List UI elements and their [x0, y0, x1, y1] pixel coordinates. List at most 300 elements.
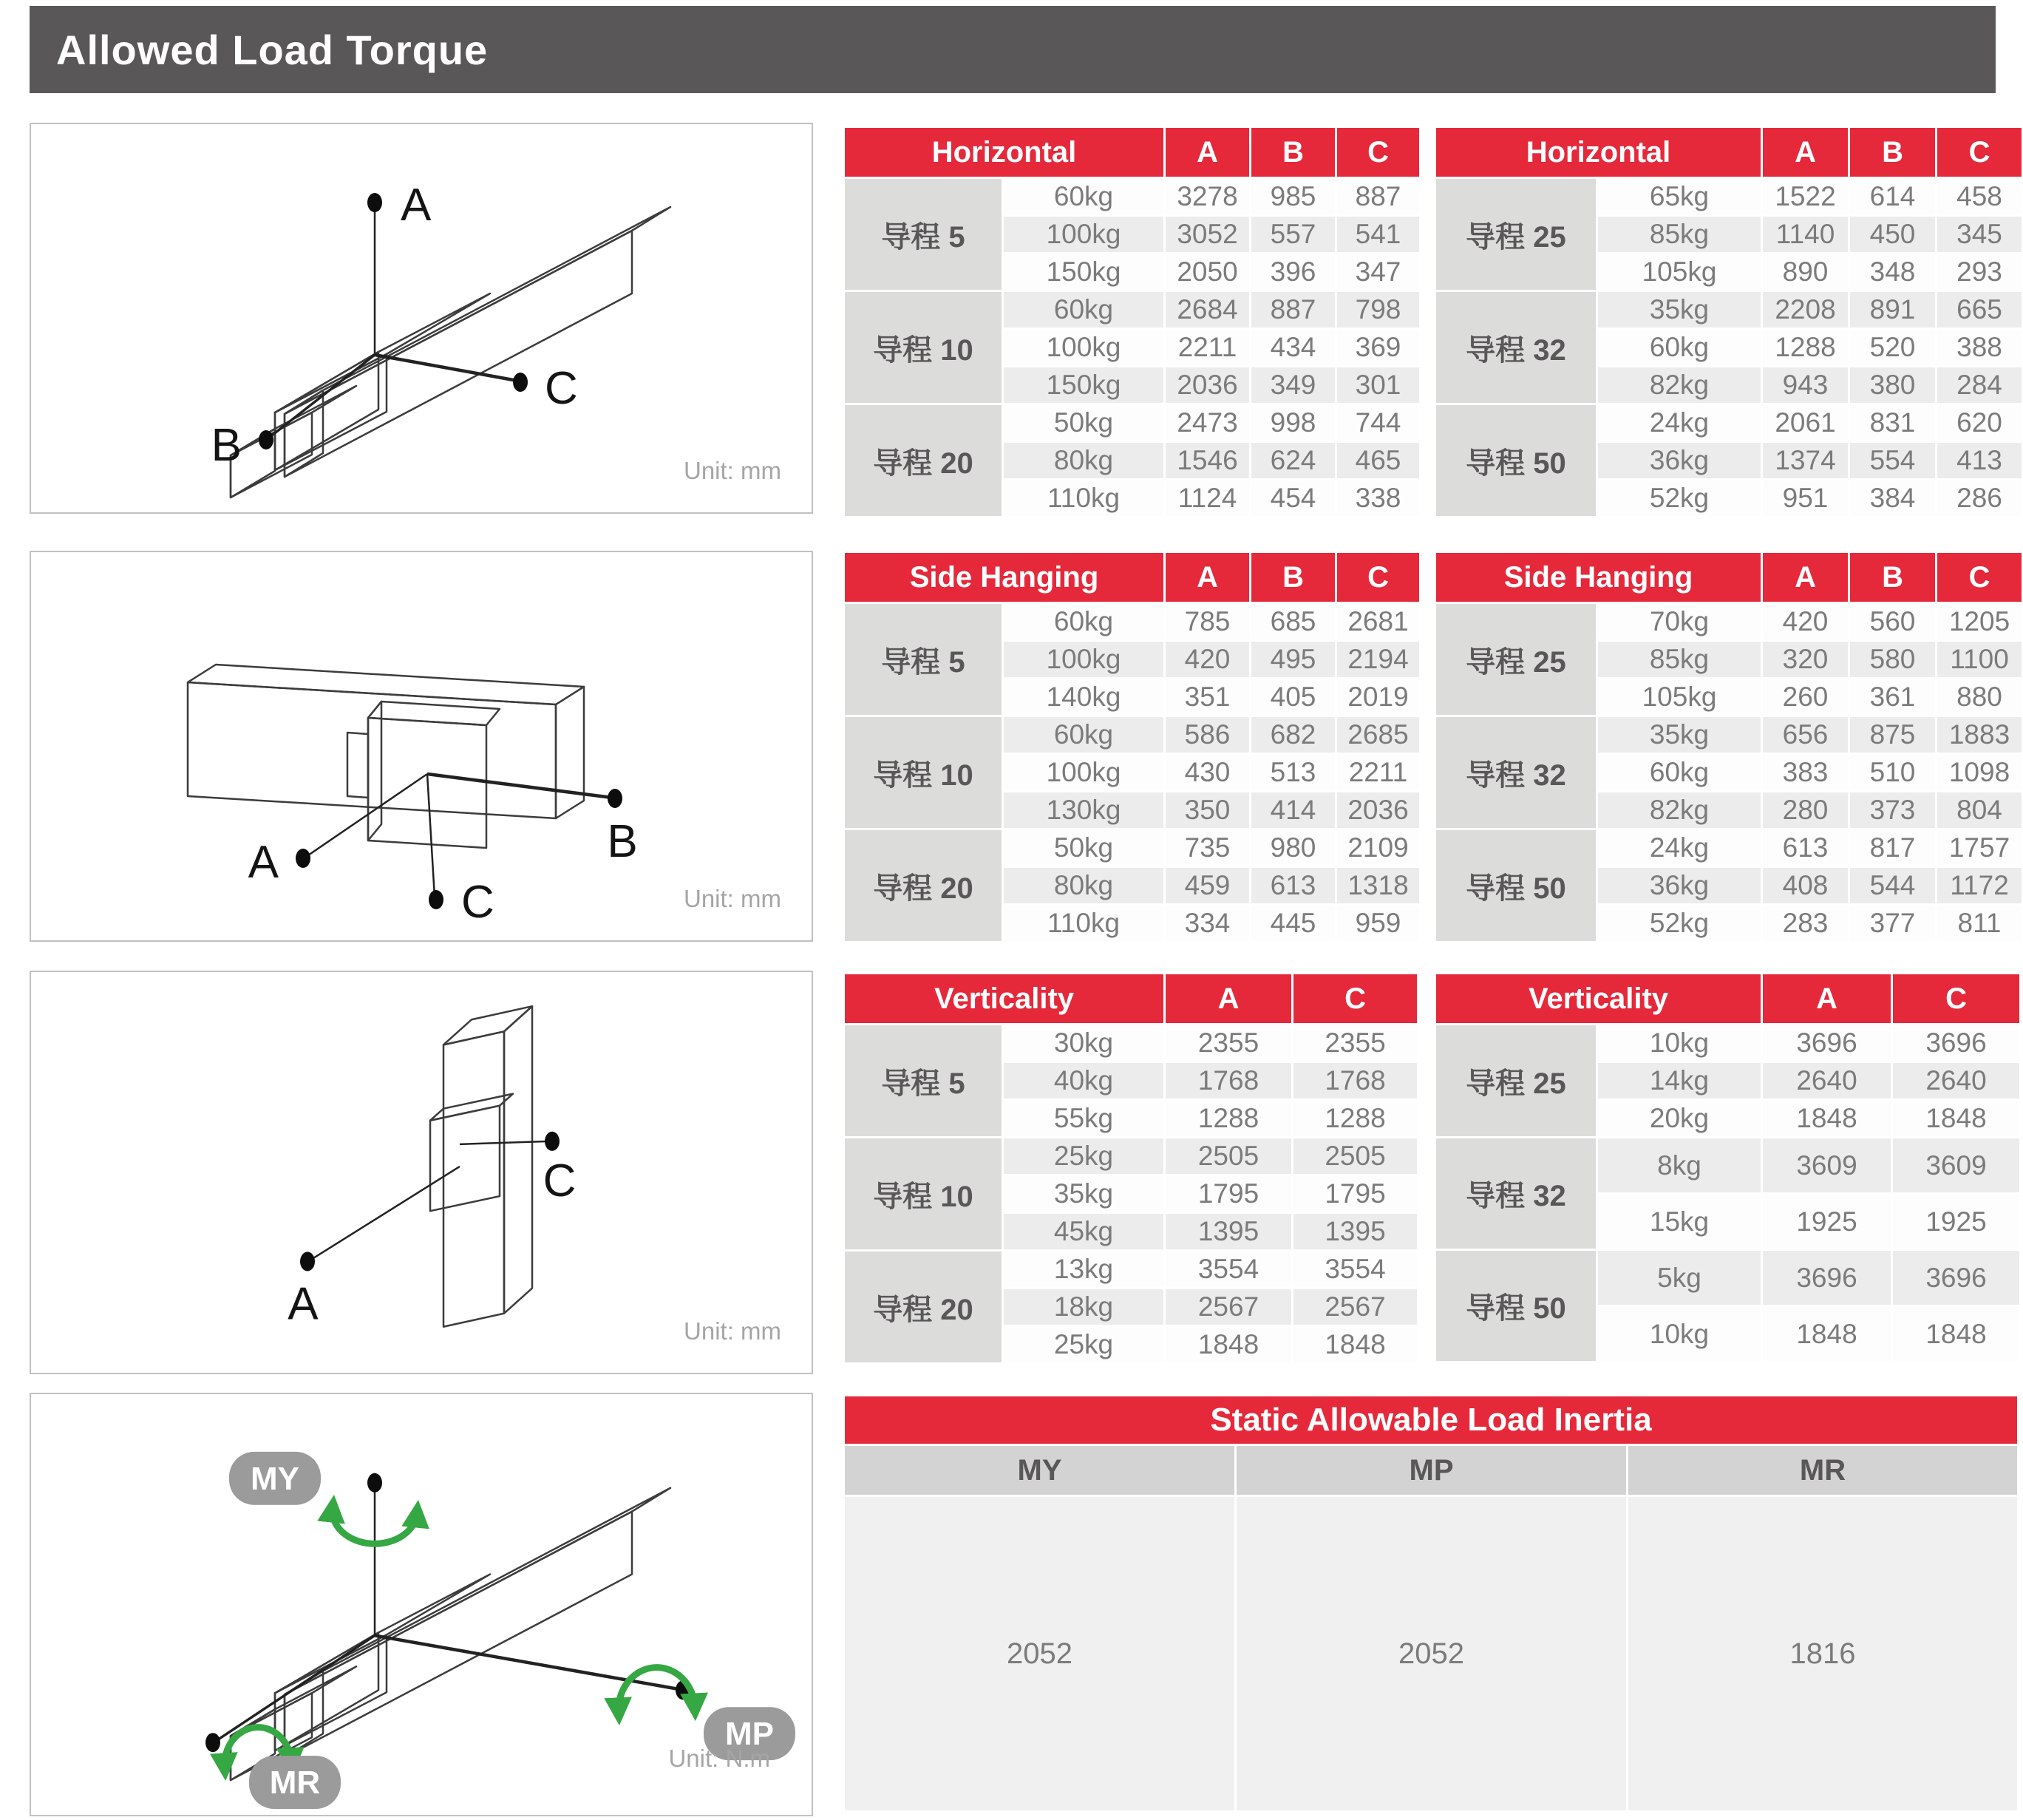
header-row — [1436, 553, 2022, 602]
lead-group-label: 导程 5 — [845, 179, 1002, 290]
value-cell: 943 — [1763, 367, 1848, 403]
value-cell: 260 — [1763, 679, 1848, 715]
load-cell: 80kg — [1004, 868, 1163, 903]
value-cell: 338 — [1337, 481, 1419, 516]
value-cell: 891 — [1850, 292, 1935, 327]
value-cell: 3052 — [1166, 217, 1249, 252]
lead-group-label: 导程 50 — [1436, 405, 1596, 516]
value-cell: 685 — [1251, 604, 1335, 639]
value-cell: 1546 — [1166, 443, 1249, 478]
rail-carriage-wireframe — [231, 1488, 670, 1780]
value-cell: 1318 — [1337, 868, 1419, 903]
load-cell: 100kg — [1004, 330, 1163, 365]
value-cell: 377 — [1850, 906, 1935, 941]
column-header-a: A — [1763, 128, 1848, 177]
load-cell: 35kg — [1598, 292, 1761, 327]
value-cell: 369 — [1337, 330, 1419, 365]
header-row — [845, 553, 1419, 602]
value-cell: 3554 — [1166, 1252, 1291, 1287]
value-cell: 2208 — [1763, 292, 1848, 327]
table-title: Horizontal — [1436, 128, 1761, 177]
axis-c-label: C — [461, 877, 494, 928]
load-cell: 82kg — [1598, 367, 1761, 403]
value-cell-mp: 2052 — [1237, 1497, 1626, 1810]
rail-carriage-wireframe — [188, 665, 584, 848]
value-cell: 3696 — [1893, 1251, 2019, 1305]
value-cell: 682 — [1251, 717, 1335, 753]
table-row — [1436, 405, 2022, 441]
load-cell: 60kg — [1004, 717, 1163, 753]
table-row — [1436, 1251, 2019, 1305]
value-cell: 1205 — [1937, 604, 2022, 639]
verticality-diagram-drawing — [31, 972, 812, 1373]
load-cell: 85kg — [1598, 642, 1761, 677]
lead-group-label: 导程 10 — [845, 717, 1002, 828]
value-cell: 383 — [1763, 755, 1848, 790]
load-cell: 110kg — [1004, 481, 1163, 516]
value-cell: 744 — [1337, 405, 1419, 441]
value-cell: 557 — [1251, 217, 1335, 252]
value-cell: 614 — [1850, 179, 1935, 214]
unit-label: Unit: mm — [684, 457, 781, 484]
value-cell: 2109 — [1337, 830, 1419, 866]
roll-axis-dot — [205, 1733, 220, 1752]
load-cell: 130kg — [1004, 792, 1163, 828]
horizontal-table-left — [843, 126, 1421, 518]
unit-label: Unit: N.m — [668, 1745, 770, 1773]
lead-group-label: 导程 32 — [1436, 717, 1596, 828]
value-cell: 286 — [1937, 481, 2022, 516]
table-row — [845, 1025, 1417, 1061]
value-cell: 875 — [1850, 717, 1935, 753]
value-cell: 495 — [1251, 642, 1335, 677]
column-header-a: A — [1763, 974, 1891, 1023]
value-cell: 1395 — [1166, 1214, 1291, 1249]
value-cell: 2355 — [1166, 1025, 1291, 1061]
value-cell: 959 — [1337, 906, 1419, 941]
value-cell: 334 — [1166, 906, 1249, 941]
lead-group-label: 导程 50 — [1436, 830, 1596, 941]
load-cell: 105kg — [1598, 254, 1761, 290]
value-cell: 2211 — [1337, 755, 1419, 790]
value-cell: 817 — [1850, 830, 1935, 866]
value-cell: 613 — [1763, 830, 1848, 866]
value-cell: 380 — [1850, 367, 1935, 403]
side-hanging-table-left — [843, 551, 1421, 943]
value-cell: 445 — [1251, 906, 1335, 941]
load-cell: 60kg — [1598, 330, 1761, 365]
value-cell: 1098 — [1937, 755, 2022, 790]
lead-group-label: 导程 32 — [1436, 1138, 1596, 1249]
axis-b-label: B — [607, 816, 638, 867]
yaw-axis-dot — [367, 1473, 382, 1493]
value-cell: 3696 — [1763, 1251, 1891, 1305]
table-title: Static Allowable Load Inertia — [845, 1396, 2017, 1444]
value-cell: 1288 — [1293, 1101, 1417, 1136]
value-cell: 1848 — [1763, 1101, 1891, 1136]
value-cell: 1768 — [1166, 1063, 1291, 1099]
lead-group-label: 导程 10 — [845, 292, 1002, 403]
value-cell: 1757 — [1937, 830, 2022, 866]
value-cell: 665 — [1937, 292, 2022, 327]
value-cell: 2681 — [1337, 604, 1419, 639]
axis-a-label: A — [401, 180, 432, 231]
value-cell: 2061 — [1763, 405, 1848, 441]
value-cell: 1522 — [1763, 179, 1848, 214]
column-header-c: C — [1293, 974, 1417, 1023]
value-cell: 1288 — [1763, 330, 1848, 365]
value-cell: 1172 — [1937, 868, 2022, 903]
column-header-row — [845, 1446, 2017, 1495]
value-cell: 887 — [1337, 179, 1419, 214]
table-row — [845, 179, 1419, 214]
header-row — [1436, 128, 2022, 177]
load-cell: 5kg — [1598, 1251, 1761, 1305]
value-cell: 620 — [1937, 405, 2022, 441]
value-cell: 1848 — [1893, 1101, 2019, 1136]
load-cell: 60kg — [1004, 604, 1163, 639]
table-row — [1436, 830, 2022, 866]
load-cell: 52kg — [1598, 481, 1761, 516]
my-label: MY — [251, 1460, 299, 1497]
column-header-b: B — [1251, 128, 1335, 177]
value-cell-mr: 1816 — [1628, 1497, 2017, 1810]
load-cell: 13kg — [1004, 1252, 1163, 1287]
load-cell: 24kg — [1598, 830, 1761, 866]
load-cell: 50kg — [1004, 405, 1163, 441]
value-cell: 2050 — [1166, 254, 1249, 290]
value-cell: 2640 — [1763, 1063, 1891, 1099]
value-cell: 420 — [1763, 604, 1848, 639]
axis-c-label: C — [545, 363, 578, 414]
roll-axis-line — [216, 1635, 375, 1741]
column-header-c: C — [1937, 128, 2022, 177]
load-cell: 105kg — [1598, 679, 1761, 715]
load-cell: 25kg — [1004, 1138, 1163, 1174]
load-cell: 10kg — [1598, 1307, 1761, 1361]
value-cell: 413 — [1937, 443, 2022, 478]
value-cell: 1395 — [1293, 1214, 1417, 1249]
value-cell: 951 — [1763, 481, 1848, 516]
side-hanging-orientation-diagram — [30, 551, 813, 942]
load-cell: 60kg — [1004, 179, 1163, 214]
value-cell: 560 — [1850, 604, 1935, 639]
lead-group-label: 导程 20 — [845, 1252, 1002, 1362]
load-cell: 40kg — [1004, 1063, 1163, 1099]
column-header-c: C — [1937, 553, 2022, 602]
value-cell: 420 — [1166, 642, 1249, 677]
table-row — [845, 1138, 1417, 1174]
load-cell: 150kg — [1004, 367, 1163, 403]
value-cell: 520 — [1850, 330, 1935, 365]
value-row — [845, 1497, 2017, 1810]
value-cell-my: 2052 — [845, 1497, 1234, 1810]
axis-c-dot — [545, 1132, 560, 1151]
header-row — [845, 128, 1419, 177]
load-cell: 100kg — [1004, 755, 1163, 790]
value-cell: 3609 — [1893, 1138, 2019, 1192]
value-cell: 2036 — [1166, 367, 1249, 403]
value-cell: 1124 — [1166, 481, 1249, 516]
load-cell: 140kg — [1004, 679, 1163, 715]
load-cell: 10kg — [1598, 1025, 1761, 1061]
value-cell: 388 — [1937, 330, 2022, 365]
section-title-bar — [30, 6, 1996, 93]
table-title: Verticality — [845, 974, 1163, 1023]
load-cell: 65kg — [1598, 179, 1761, 214]
side-hanging-table-right — [1434, 551, 2023, 943]
value-cell: 361 — [1850, 679, 1935, 715]
value-cell: 541 — [1337, 217, 1419, 252]
moments-diagram-drawing — [31, 1394, 812, 1815]
lead-group-label: 导程 20 — [845, 830, 1002, 941]
lead-group-label: 导程 25 — [1436, 1025, 1596, 1136]
column-header-a: A — [1166, 553, 1249, 602]
load-cell: 55kg — [1004, 1101, 1163, 1136]
rail-carriage-wireframe — [430, 1006, 532, 1327]
unit-label: Unit: mm — [684, 1317, 782, 1345]
value-cell: 350 — [1166, 792, 1249, 828]
load-cell: 70kg — [1598, 604, 1761, 639]
value-cell: 2473 — [1166, 405, 1249, 441]
table-title: Side Hanging — [845, 553, 1163, 602]
value-cell: 785 — [1166, 604, 1249, 639]
value-cell: 1374 — [1763, 443, 1848, 478]
value-cell: 3554 — [1293, 1252, 1417, 1287]
value-cell: 3696 — [1893, 1025, 2019, 1061]
table-row — [845, 717, 1419, 753]
column-header-b: B — [1850, 128, 1935, 177]
value-cell: 1288 — [1166, 1101, 1291, 1136]
axis-a-dot — [296, 849, 310, 868]
lead-group-label: 导程 10 — [845, 1138, 1002, 1249]
value-cell: 1848 — [1763, 1307, 1891, 1361]
lead-group-label: 导程 25 — [1436, 179, 1596, 290]
load-cell: 36kg — [1598, 868, 1761, 903]
value-cell: 405 — [1251, 679, 1335, 715]
load-cell: 14kg — [1598, 1063, 1761, 1099]
load-cell: 85kg — [1598, 217, 1761, 252]
value-cell: 430 — [1166, 755, 1249, 790]
column-header-a: A — [1763, 553, 1848, 602]
value-cell: 1768 — [1293, 1063, 1417, 1099]
column-header-c: C — [1337, 553, 1419, 602]
load-cell: 35kg — [1598, 717, 1761, 753]
value-cell: 580 — [1850, 642, 1935, 677]
horizontal-table-right — [1434, 126, 2023, 518]
pitch-axis-line — [375, 1635, 680, 1689]
value-cell: 465 — [1337, 443, 1419, 478]
value-cell: 1848 — [1893, 1307, 2019, 1361]
load-cell: 25kg — [1004, 1327, 1163, 1362]
table-row — [1436, 1025, 2019, 1061]
value-cell: 1883 — [1937, 717, 2022, 753]
side-hanging-diagram-drawing — [31, 552, 812, 940]
value-cell: 347 — [1337, 254, 1419, 290]
axis-c-line — [375, 355, 517, 381]
load-cell: 82kg — [1598, 792, 1761, 828]
load-cell: 45kg — [1004, 1214, 1163, 1249]
value-cell: 2505 — [1293, 1138, 1417, 1174]
load-cell: 8kg — [1598, 1138, 1761, 1192]
value-cell: 414 — [1251, 792, 1335, 828]
axis-b-dot — [608, 789, 622, 808]
value-cell: 554 — [1850, 443, 1935, 478]
value-cell: 2567 — [1166, 1289, 1291, 1325]
value-cell: 513 — [1251, 755, 1335, 790]
unit-label: Unit: mm — [684, 885, 781, 912]
value-cell: 434 — [1251, 330, 1335, 365]
lead-group-label: 导程 20 — [845, 405, 1002, 516]
verticality-orientation-diagram — [30, 971, 813, 1374]
lead-group-label: 导程 5 — [845, 604, 1002, 715]
load-cell: 30kg — [1004, 1025, 1163, 1061]
value-cell: 450 — [1850, 217, 1935, 252]
table-row — [845, 1252, 1417, 1287]
page-title: Allowed Load Torque — [56, 26, 489, 73]
value-cell: 283 — [1763, 906, 1848, 941]
axis-c-label: C — [543, 1155, 577, 1207]
axis-c-dot — [513, 373, 528, 392]
value-cell: 454 — [1251, 481, 1335, 516]
value-cell: 798 — [1337, 292, 1419, 327]
value-cell: 3278 — [1166, 179, 1249, 214]
value-cell: 384 — [1850, 481, 1935, 516]
load-cell: 18kg — [1004, 1289, 1163, 1325]
static-load-inertia-table — [843, 1394, 2019, 1813]
load-cell: 50kg — [1004, 830, 1163, 866]
verticality-table-right — [1434, 972, 2022, 1363]
load-cell: 60kg — [1598, 755, 1761, 790]
table-row — [845, 604, 1419, 639]
value-cell: 459 — [1166, 868, 1249, 903]
value-cell: 1100 — [1937, 642, 2022, 677]
value-cell: 2211 — [1166, 330, 1249, 365]
column-header-a: A — [1166, 128, 1249, 177]
moment-axes-diagram — [30, 1393, 813, 1816]
value-cell: 2505 — [1166, 1138, 1291, 1174]
axis-c-dot — [429, 890, 443, 909]
value-cell: 624 — [1251, 443, 1335, 478]
table-title: Verticality — [1436, 974, 1761, 1023]
load-cell: 36kg — [1598, 443, 1761, 478]
column-header-c: C — [1893, 974, 2019, 1023]
value-cell: 1925 — [1763, 1195, 1891, 1249]
load-cell: 24kg — [1598, 405, 1761, 441]
value-cell: 586 — [1166, 717, 1249, 753]
value-cell: 408 — [1763, 868, 1848, 903]
value-cell: 2036 — [1337, 792, 1419, 828]
column-header-mp: MP — [1237, 1446, 1626, 1495]
verticality-table-left — [843, 972, 1419, 1365]
column-header-my: MY — [845, 1446, 1234, 1495]
mr-label: MR — [269, 1765, 321, 1802]
value-cell: 301 — [1337, 367, 1419, 403]
value-cell: 280 — [1763, 792, 1848, 828]
column-header-a: A — [1166, 974, 1291, 1023]
value-cell: 2355 — [1293, 1025, 1417, 1061]
value-cell: 613 — [1251, 868, 1335, 903]
value-cell: 544 — [1850, 868, 1935, 903]
table-row — [1436, 717, 2022, 753]
load-cell: 35kg — [1004, 1176, 1163, 1212]
axis-a-dot — [300, 1252, 315, 1271]
value-cell: 811 — [1937, 906, 2022, 941]
value-cell: 735 — [1166, 830, 1249, 866]
value-cell: 890 — [1763, 254, 1848, 290]
table-title: Side Hanging — [1436, 553, 1761, 602]
value-cell: 1795 — [1166, 1176, 1291, 1212]
table-row — [845, 405, 1419, 441]
axis-c-line — [427, 774, 435, 897]
rail-carriage-wireframe — [231, 207, 670, 498]
axis-a-line — [310, 1167, 460, 1260]
value-cell: 2019 — [1337, 679, 1419, 715]
value-cell: 2640 — [1893, 1063, 2019, 1099]
value-cell: 1795 — [1293, 1176, 1417, 1212]
column-header-c: C — [1337, 128, 1419, 177]
value-cell: 1140 — [1763, 217, 1848, 252]
value-cell: 284 — [1937, 367, 2022, 403]
load-cell: 15kg — [1598, 1195, 1761, 1249]
column-header-b: B — [1850, 553, 1935, 602]
axis-a-dot — [367, 193, 382, 212]
table-row — [1436, 1138, 2019, 1192]
value-cell: 2685 — [1337, 717, 1419, 753]
value-cell: 656 — [1763, 717, 1848, 753]
load-cell: 150kg — [1004, 254, 1163, 290]
table-row — [845, 292, 1419, 327]
value-cell: 2684 — [1166, 292, 1249, 327]
axis-b-dot — [259, 430, 273, 449]
value-cell: 2567 — [1293, 1289, 1417, 1325]
lead-group-label: 导程 32 — [1436, 292, 1596, 403]
load-cell: 110kg — [1004, 906, 1163, 941]
horizontal-orientation-diagram — [30, 123, 813, 514]
lead-group-label: 导程 5 — [845, 1025, 1002, 1136]
horizontal-diagram-drawing — [31, 124, 812, 512]
axis-a-line — [306, 774, 427, 857]
value-cell: 1925 — [1893, 1195, 2019, 1249]
value-cell: 1848 — [1293, 1327, 1417, 1362]
column-header-b: B — [1251, 553, 1335, 602]
lead-group-label: 导程 25 — [1436, 604, 1596, 715]
load-cell: 60kg — [1004, 292, 1163, 327]
axis-a-label: A — [248, 837, 279, 888]
value-cell: 396 — [1251, 254, 1335, 290]
value-cell: 1848 — [1166, 1327, 1291, 1362]
header-row — [1436, 974, 2019, 1023]
axis-a-label: A — [288, 1278, 319, 1330]
value-cell: 345 — [1937, 217, 2022, 252]
table-row — [845, 830, 1419, 866]
value-cell: 458 — [1937, 179, 2022, 214]
value-cell: 373 — [1850, 792, 1935, 828]
header-row — [845, 974, 1417, 1023]
load-cell: 20kg — [1598, 1101, 1761, 1136]
value-cell: 3696 — [1763, 1025, 1891, 1061]
value-cell: 887 — [1251, 292, 1335, 327]
value-cell: 293 — [1937, 254, 2022, 290]
value-cell: 880 — [1937, 679, 2022, 715]
table-row — [1436, 292, 2022, 327]
value-cell: 348 — [1850, 254, 1935, 290]
load-cell: 100kg — [1004, 217, 1163, 252]
mp-label: MP — [725, 1716, 774, 1753]
value-cell: 998 — [1251, 405, 1335, 441]
lead-group-label: 导程 50 — [1436, 1251, 1596, 1361]
table-row — [1436, 179, 2022, 214]
